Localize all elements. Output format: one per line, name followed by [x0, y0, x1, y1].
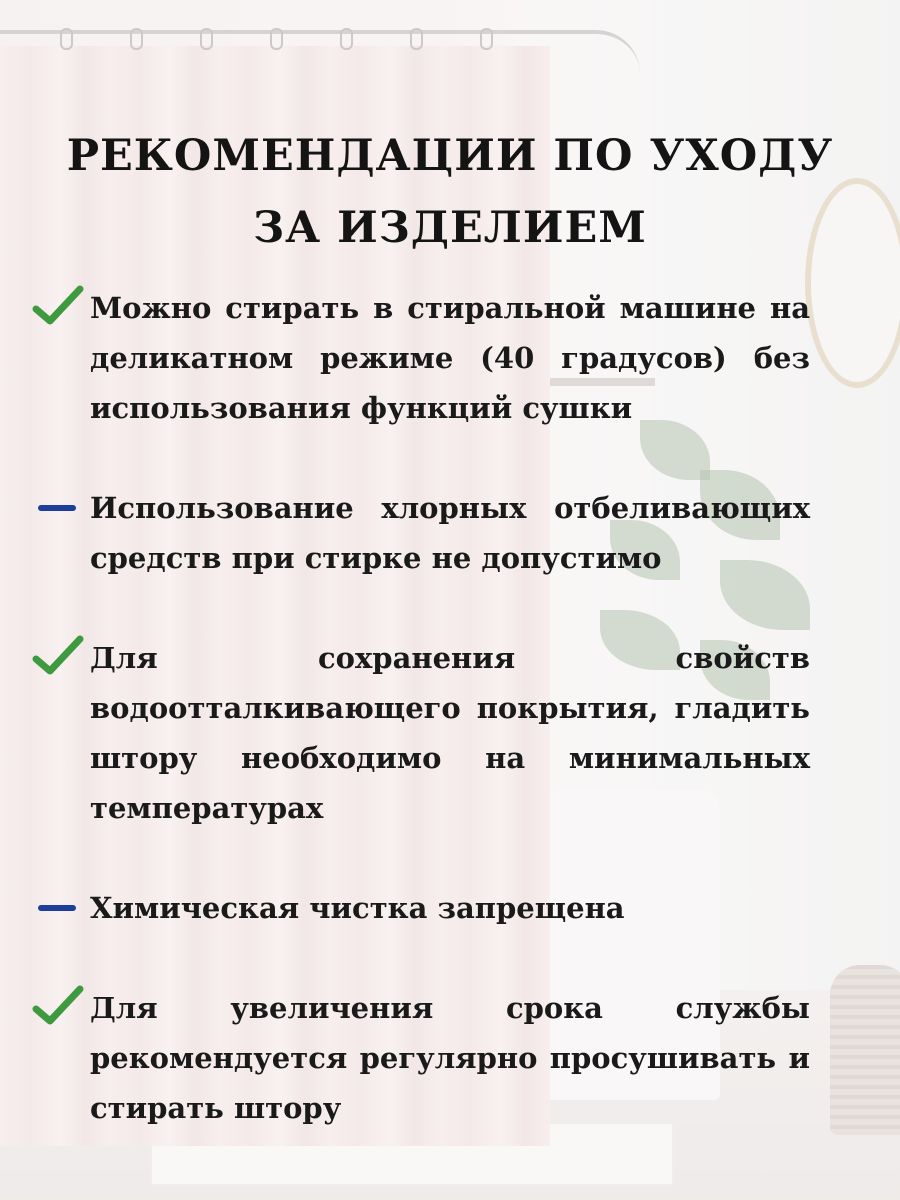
check-icon	[30, 633, 90, 683]
care-item-dry-cleaning	[30, 883, 810, 933]
care-item-text: Химическая чистка запрещена	[90, 891, 625, 925]
check-icon	[30, 283, 90, 333]
check-icon	[30, 983, 90, 1033]
page-title	[40, 120, 860, 264]
care-item-text: Для увеличения срока службы рекомендуется регулярно просушивать и стирать штору	[90, 991, 810, 1125]
care-item-bleach	[30, 483, 810, 583]
title-line-1: РЕКОМЕНДАЦИИ ПО УХОДУ	[66, 131, 834, 181]
dash-icon	[30, 483, 90, 533]
title-line-2: ЗА ИЗДЕЛИЕМ	[253, 203, 647, 253]
care-item-text: Можно стирать в стиральной машине на деликатном режиме (40 градусов) без использования функций сушки	[90, 291, 810, 425]
care-item-washing	[30, 283, 810, 433]
care-item-drying	[30, 983, 810, 1133]
care-item-text: Использование хлорных отбеливающих средств при стирке не допустимо	[90, 491, 810, 575]
care-item-text: Для сохранения свойств водоотталкивающего покрытия, гладить штору необходимо на минимальных температурах	[90, 641, 810, 825]
care-item-ironing	[30, 633, 810, 833]
dash-icon	[30, 883, 90, 933]
